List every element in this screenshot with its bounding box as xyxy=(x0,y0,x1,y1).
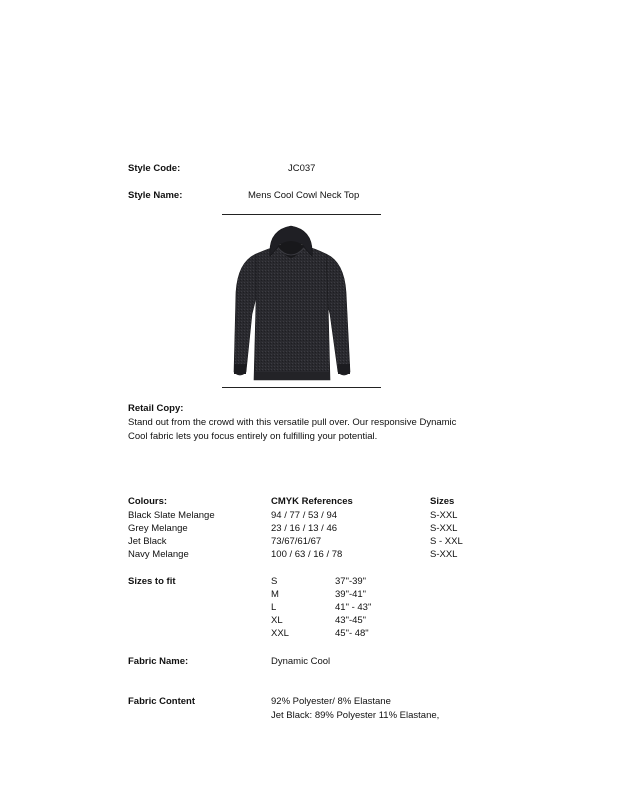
colour-row xyxy=(0,510,618,523)
size-measure: 39"-41" xyxy=(335,589,367,600)
size-fit-row xyxy=(0,615,618,628)
size-range: S-XXL xyxy=(430,549,458,560)
sizes-header: Sizes xyxy=(430,496,455,507)
fabric-content-line: 92% Polyester/ 8% Elastane xyxy=(271,696,391,707)
colour-name: Jet Black xyxy=(128,536,167,547)
size-measure: 37"-39" xyxy=(335,576,367,587)
style-code-label: Style Code: xyxy=(128,163,181,174)
size-measure: 43"-45" xyxy=(335,615,367,626)
size-fit-row xyxy=(0,628,618,641)
colour-name: Black Slate Melange xyxy=(128,510,215,521)
colour-row xyxy=(0,549,618,562)
size-code: L xyxy=(271,602,277,613)
size-fit-row xyxy=(0,576,618,589)
cmyk-value: 73/67/61/67 xyxy=(271,536,322,547)
style-name-label: Style Name: xyxy=(128,190,183,201)
size-measure: 41" - 43" xyxy=(335,602,372,613)
sizes-to-fit-label: Sizes to fit xyxy=(128,576,176,587)
fabric-name-value: Dynamic Cool xyxy=(271,656,331,667)
fabric-content-line: Jet Black: 89% Polyester 11% Elastane, xyxy=(271,710,440,721)
size-measure: 45"- 48" xyxy=(335,628,369,639)
size-code: XXL xyxy=(271,628,289,639)
bottom-divider xyxy=(222,387,381,388)
size-code: XL xyxy=(271,615,283,626)
retail-copy-label: Retail Copy: xyxy=(128,403,184,414)
colour-name: Grey Melange xyxy=(128,523,188,534)
cmyk-value: 23 / 16 / 13 / 46 xyxy=(271,523,338,534)
size-range: S - XXL xyxy=(430,536,463,547)
cmyk-value: 100 / 63 / 16 / 78 xyxy=(271,549,343,560)
size-range: S-XXL xyxy=(430,523,458,534)
cmyk-value: 94 / 77 / 53 / 94 xyxy=(271,510,338,521)
size-fit-row xyxy=(0,602,618,615)
top-divider xyxy=(222,214,381,215)
size-fit-row xyxy=(0,589,618,602)
size-code: M xyxy=(271,589,279,600)
fabric-content-label: Fabric Content xyxy=(128,696,196,707)
style-name-value: Mens Cool Cowl Neck Top xyxy=(248,190,360,201)
colours-header: Colours: xyxy=(128,496,168,507)
colours-header-row xyxy=(0,496,618,509)
colour-row xyxy=(0,523,618,536)
colour-name: Navy Melange xyxy=(128,549,189,560)
fabric-name-label: Fabric Name: xyxy=(128,656,189,667)
retail-copy-line: Cool fabric lets you focus entirely on fulfilling your potential. xyxy=(128,430,378,442)
colour-row xyxy=(0,536,618,549)
style-code-value: JC037 xyxy=(288,163,316,174)
cmyk-header: CMYK References xyxy=(271,496,353,507)
size-range: S-XXL xyxy=(430,510,458,521)
retail-copy-line: Stand out from the crowd with this versatile pull over. Our responsive Dynamic xyxy=(128,417,457,428)
retail-copy-text xyxy=(128,416,468,443)
hoodie-image xyxy=(226,222,356,382)
size-code: S xyxy=(271,576,278,587)
